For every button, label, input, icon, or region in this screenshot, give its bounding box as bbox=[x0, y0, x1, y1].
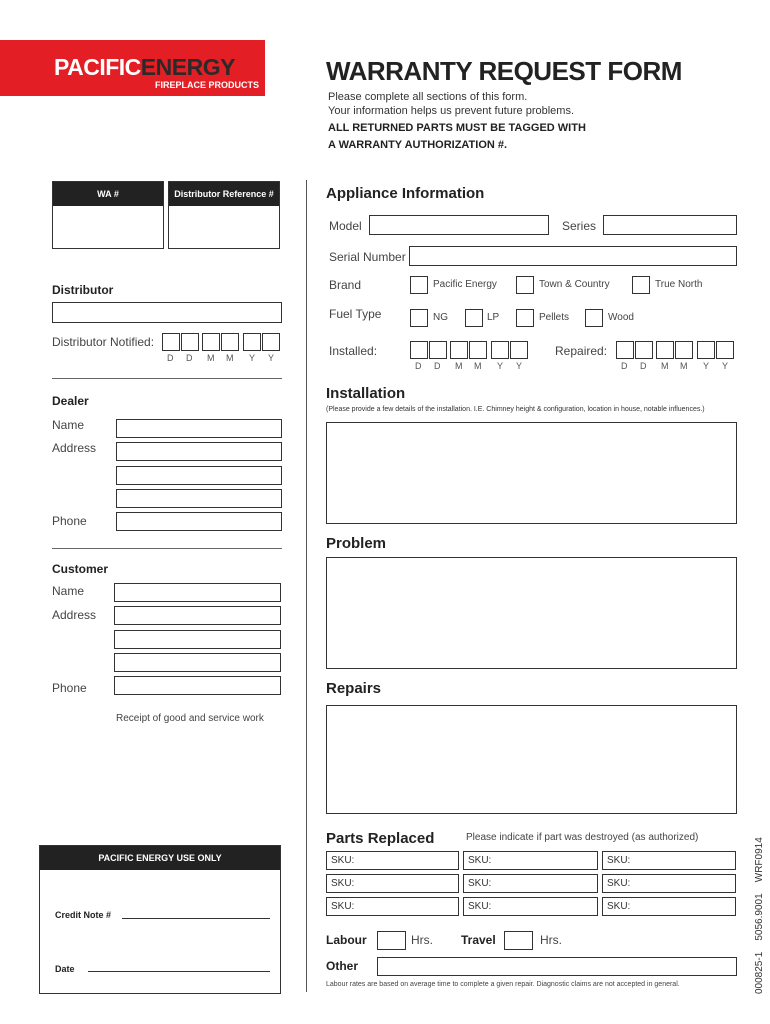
brand-option-true-north: True North bbox=[655, 279, 703, 290]
series-label: Series bbox=[562, 219, 597, 233]
distributor-ref-box[interactable] bbox=[168, 181, 280, 249]
travel-label: Travel bbox=[461, 933, 496, 947]
distributor-ref-header: Distributor Reference # bbox=[169, 182, 279, 206]
other-field[interactable] bbox=[377, 957, 737, 976]
customer-name-label: Name bbox=[52, 584, 85, 598]
appliance-heading: Appliance Information bbox=[326, 185, 485, 202]
dealer-phone-field[interactable] bbox=[116, 512, 282, 531]
date-line[interactable] bbox=[88, 971, 270, 972]
labour-hours-field[interactable] bbox=[377, 931, 406, 950]
customer-address-label: Address bbox=[52, 608, 97, 622]
dealer-address-label: Address bbox=[52, 441, 97, 455]
model-label: Model bbox=[329, 219, 362, 233]
brand-checkbox-true-north[interactable] bbox=[632, 276, 650, 294]
labour-hrs-label: Hrs. bbox=[411, 933, 433, 947]
dealer-name-label: Name bbox=[52, 418, 85, 432]
sku-field[interactable]: SKU: bbox=[602, 851, 736, 870]
brand-checkbox-pacific-energy[interactable] bbox=[410, 276, 428, 294]
sku-field[interactable]: SKU: bbox=[602, 874, 736, 893]
pe-use-only-header: PACIFIC ENERGY USE ONLY bbox=[40, 846, 280, 870]
form-title: WARRANTY REQUEST FORM bbox=[326, 56, 682, 86]
brand-option-pacific-energy: Pacific Energy bbox=[433, 279, 497, 290]
installation-note: (Please provide a few details of the installation. I.E. Chimney height & configuration, location in house, notable influences.) bbox=[326, 406, 705, 413]
customer-heading: Customer bbox=[52, 562, 109, 576]
distributor-heading: Distributor bbox=[52, 283, 114, 297]
dealer-address-field-3[interactable] bbox=[116, 489, 282, 508]
sku-field[interactable]: SKU: bbox=[326, 851, 459, 870]
wa-box[interactable] bbox=[52, 181, 164, 249]
repairs-heading: Repairs bbox=[326, 680, 382, 697]
installation-field[interactable] bbox=[326, 422, 737, 524]
brand-label: Brand bbox=[329, 278, 362, 292]
problem-heading: Problem bbox=[326, 535, 387, 552]
sku-field[interactable]: SKU: bbox=[463, 897, 598, 916]
sku-field[interactable]: SKU: bbox=[326, 897, 459, 916]
customer-name-field[interactable] bbox=[114, 583, 281, 602]
dealer-heading: Dealer bbox=[52, 394, 89, 408]
sku-field[interactable]: SKU: bbox=[326, 874, 459, 893]
labour-label: Labour bbox=[326, 933, 367, 947]
customer-address-field-1[interactable] bbox=[114, 606, 281, 625]
customer-address-field-3[interactable] bbox=[114, 653, 281, 672]
section-rule bbox=[52, 548, 282, 549]
model-field[interactable] bbox=[369, 215, 549, 235]
brand-checkbox-town-country[interactable] bbox=[516, 276, 534, 294]
sku-field[interactable]: SKU: bbox=[602, 897, 736, 916]
credit-note-line[interactable] bbox=[122, 918, 270, 919]
dealer-name-field[interactable] bbox=[116, 419, 282, 438]
problem-field[interactable] bbox=[326, 557, 737, 669]
installed-label: Installed: bbox=[329, 344, 378, 358]
dealer-phone-label: Phone bbox=[52, 514, 87, 528]
distributor-field[interactable] bbox=[52, 302, 282, 323]
brand-logo bbox=[0, 40, 265, 96]
fuel-option-lp: LP bbox=[487, 312, 500, 323]
intro-line-4: A WARRANTY AUTHORIZATION #. bbox=[328, 139, 508, 151]
column-divider bbox=[306, 180, 307, 992]
travel-hours-field[interactable] bbox=[504, 931, 533, 950]
customer-phone-field[interactable] bbox=[114, 676, 281, 695]
sku-field[interactable]: SKU: bbox=[463, 874, 598, 893]
sku-row-3 bbox=[326, 897, 736, 916]
sku-row-1 bbox=[326, 851, 736, 870]
fuel-option-wood: Wood bbox=[608, 312, 634, 323]
sku-row-2 bbox=[326, 874, 736, 893]
dealer-address-field-2[interactable] bbox=[116, 466, 282, 485]
date-label: Date bbox=[55, 964, 75, 974]
fuel-checkbox-ng[interactable] bbox=[410, 309, 428, 327]
form-code: 000825-1 5056.9001 WRF0914 bbox=[754, 837, 765, 994]
dealer-address-field-1[interactable] bbox=[116, 442, 282, 461]
sku-field[interactable]: SKU: bbox=[463, 851, 598, 870]
section-rule bbox=[52, 378, 282, 379]
parts-heading: Parts Replaced bbox=[326, 830, 435, 847]
parts-note: Please indicate if part was destroyed (as authorized) bbox=[466, 832, 699, 843]
repairs-field[interactable] bbox=[326, 705, 737, 814]
brand-tagline: FIREPLACE PRODUCTS bbox=[155, 80, 260, 90]
fuel-checkbox-lp[interactable] bbox=[465, 309, 483, 327]
intro-line-3: ALL RETURNED PARTS MUST BE TAGGED WITH bbox=[328, 122, 586, 134]
credit-note-label: Credit Note # bbox=[55, 910, 112, 920]
fuel-checkbox-pellets[interactable] bbox=[516, 309, 534, 327]
fuel-option-ng: NG bbox=[433, 312, 448, 323]
serial-field[interactable] bbox=[409, 246, 737, 266]
labour-rates-note: Labour rates are based on average time to complete a given repair. Diagnostic claims are not accepted in general. bbox=[326, 981, 680, 988]
other-label: Other bbox=[326, 959, 359, 973]
travel-hrs-label: Hrs. bbox=[540, 933, 562, 947]
fuel-checkbox-wood[interactable] bbox=[585, 309, 603, 327]
fuel-option-pellets: Pellets bbox=[539, 312, 570, 323]
fuel-type-label: Fuel Type bbox=[329, 307, 382, 321]
customer-address-field-2[interactable] bbox=[114, 630, 281, 649]
receipt-note: Receipt of good and service work bbox=[116, 713, 264, 724]
intro-line-1: Please complete all sections of this form. bbox=[328, 91, 528, 103]
brand-name-white: PACIFIC bbox=[54, 54, 141, 80]
series-field[interactable] bbox=[603, 215, 737, 235]
wa-box-header: WA # bbox=[53, 182, 163, 206]
customer-phone-label: Phone bbox=[52, 681, 87, 695]
serial-label: Serial Number bbox=[329, 250, 406, 264]
installation-heading: Installation bbox=[326, 385, 406, 402]
distributor-notified-label: Distributor Notified: bbox=[52, 335, 155, 349]
brand-option-town-country: Town & Country bbox=[539, 279, 610, 290]
brand-name-dark: ENERGY bbox=[140, 54, 235, 80]
repaired-label: Repaired: bbox=[555, 344, 608, 358]
intro-line-2: Your information helps us prevent future problems. bbox=[328, 105, 575, 117]
